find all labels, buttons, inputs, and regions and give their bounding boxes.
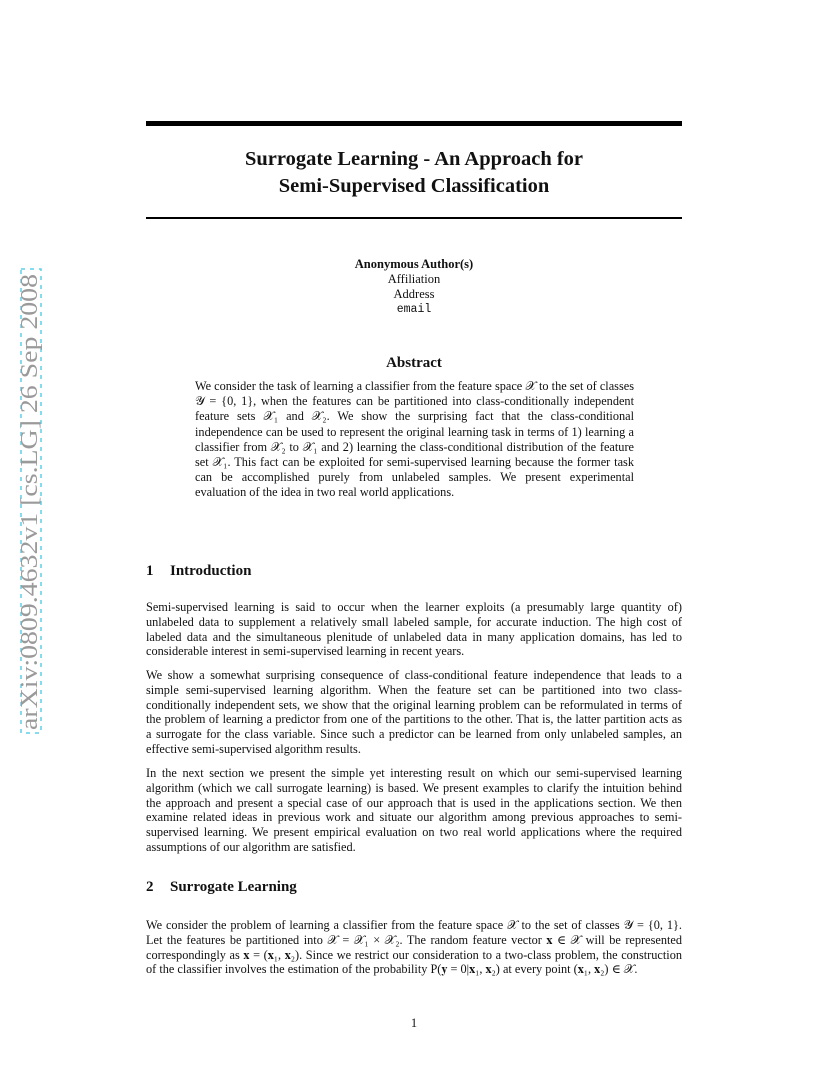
section-heading-introduction	[146, 563, 682, 580]
abstract-heading: Abstract	[386, 355, 442, 371]
title-line-2: Semi-Supervised Classification	[278, 175, 550, 197]
author-block	[146, 257, 682, 317]
abstract-text: We consider the task of learning a classifier from the feature space 𝒳 to the set of classes 𝒴 = {0, 1}, when the features can be partitioned into class-conditionally independent feature sets 𝒳₁ and 𝒳₂. We show the surprising fact that the class-conditional independence can be used to represent the original learning task in terms of 1) learning a classifier from 𝒳₂ to 𝒳₁ and 2) learning the class-conditional distribution of the feature set 𝒳₁. This fact can be exploited for semi-supervised learning because the former task can be accomplished purely from unlabeled samples. We present experimental evaluation of the idea in two real world applications.	[195, 379, 634, 500]
surrogate-paragraph-1: We consider the problem of learning a classifier from the feature space 𝒳 to the set of classes 𝒴 = {0, 1}. Let the features be partitioned into 𝒳 = 𝒳₁ × 𝒳₂. The random feature vector 𝐱 ∈ 𝒳 will be represented correspondingly as 𝐱 = (𝐱₁, 𝐱₂). Since we restrict our consideration to a two-class problem, the construction of the classifier involves the estimation of the probability P(𝐲 = 0|𝐱₁, 𝐱₂) at every point (𝐱₁, 𝐱₂) ∈ 𝒳.	[146, 918, 682, 977]
intro-paragraph-1: Semi-supervised learning is said to occur when the learner exploits (a presumably large quantity of) unlabeled data to supplement a relatively small labeled sample, for accurate induction. The high cost of labeled data and the simultaneous plenitude of unlabeled data in many application domains, has led to considerable interest in semi-supervised learning in recent years.	[146, 600, 682, 659]
arxiv-side-stamp	[17, 268, 43, 734]
page-number: 1	[410, 1016, 418, 1030]
paper-title	[146, 146, 682, 200]
title-rule-top	[146, 121, 682, 126]
author-email: email	[396, 303, 432, 316]
author-address: Address	[393, 287, 435, 301]
title-rule-bottom	[146, 217, 682, 219]
author-name: Anonymous Author(s)	[354, 257, 474, 271]
intro-paragraph-2: We show a somewhat surprising consequence of class-conditional feature independence that leads to a simple semi-supervised learning algorithm. When the feature set can be partitioned into two class-conditionally independent sets, we show that the original learning problem can be reformulated in terms of the problem of learning a predictor from one of the partitions to the other. That is, the latter partition acts as a surrogate for the class variable. Since such a predictor can be learned from only unlabeled samples, an effective semi-supervised algorithm results.	[146, 668, 682, 756]
title-line-1: Surrogate Learning - An Approach for	[244, 148, 584, 170]
section-title: Surrogate Learning	[170, 879, 297, 895]
section-title: Introduction	[170, 563, 252, 579]
section-number: 1	[146, 563, 154, 579]
author-affiliation: Affiliation	[387, 272, 441, 286]
stamp-text: arXiv:0809.4632v1 [cs.LG] 26 Sep 2008	[17, 336, 43, 730]
intro-paragraph-3: In the next section we present the simple yet interesting result on which our semi-supervised learning algorithm (which we call surrogate learning) is based. We present examples to clarify the intuition behind the approach and present a special case of our approach that is used in the applications section. We then examine related ideas in previous work and situate our algorithm among previous approaches to semi-supervised learning. We present empirical evaluation on two real world applications where the required assumptions of our algorithm are satisfied.	[146, 766, 682, 854]
section-heading-surrogate-learning	[146, 879, 682, 896]
section-number: 2	[146, 879, 154, 895]
